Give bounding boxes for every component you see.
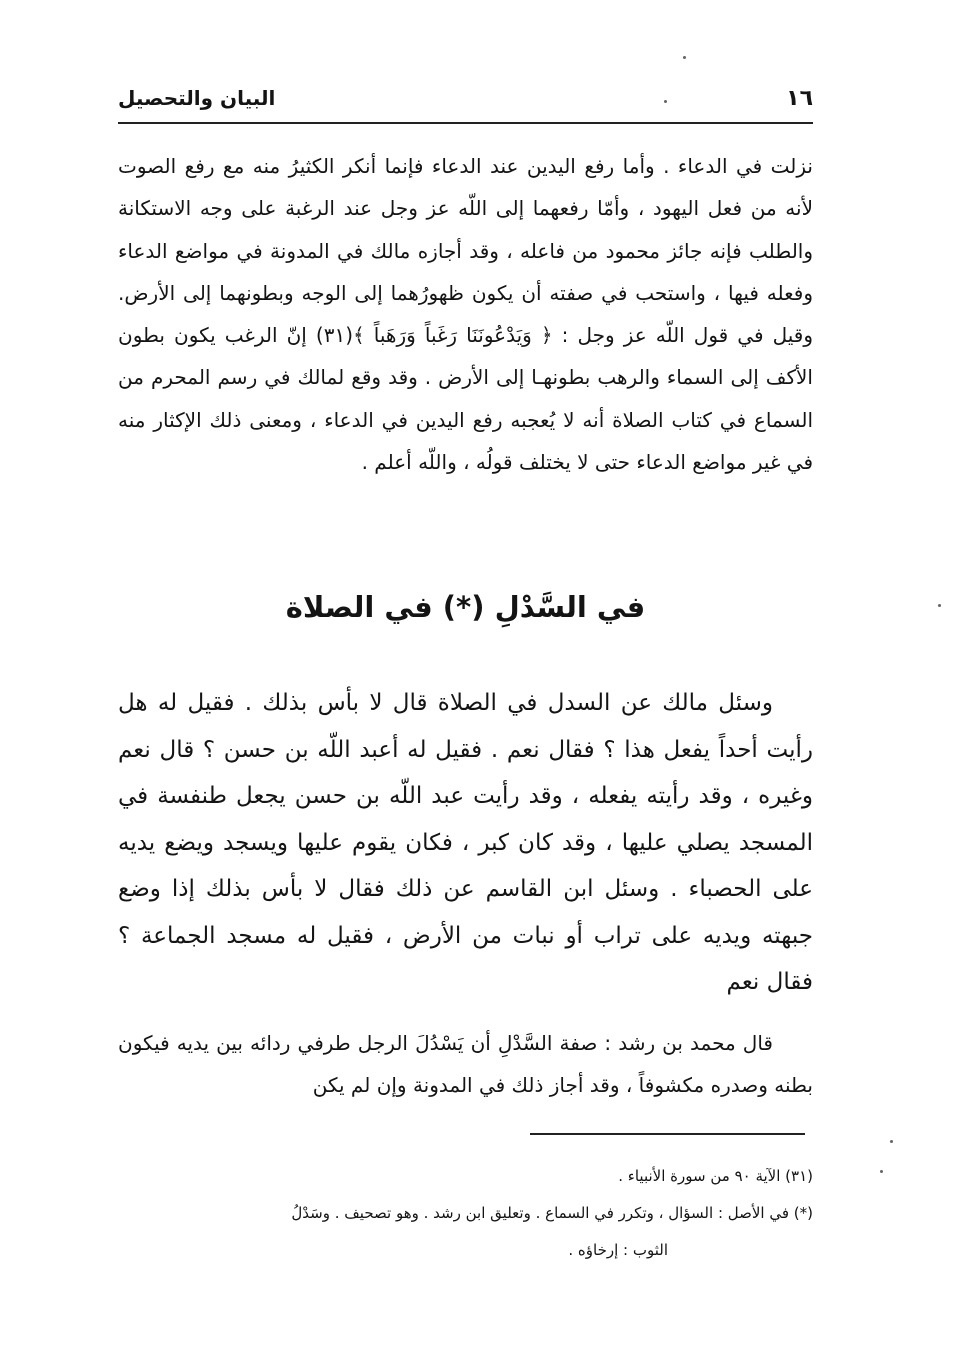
body-paragraph-1: نزلت في الدعاء . وأما رفع اليدين عند الدعاء فإنما أنكر الكثيرُ منه مع رفع الصوت لأنه من فعل اليهود ، وأمّا رفعهما إلى اللّه عز وجل عند الرغبة على وجه الاستكانة والطلب فإنه جائز محمود من فاعله ، وقد أجازه مالك في المدونة في مواضع الدعاء وفعله فيها ، واستحب في صفته أن يكون ظهورُهما إلى الوجه وبطونهما إلى الأرض. وقيل في قول اللّه عز وجل : ﴿ وَيَدْعُونَنَا رَغَباً وَرَهَباً ﴾(٣١) إنّ الرغب يكون بطون الأكف إلى السماء والرهب بطونهـا إلى الأرض . وقد وقع لمالك في رسم المحرم من السماع في كتاب الصلاة أنه لا يُعجبه رفع اليدين في الدعاء ، ومعنى ذلك الإكثار منه في غير مواضع الدعاء حتى لا يختلف قولُه ، واللّه أعلم . (118, 154, 813, 475)
page-number: ١٦ (786, 86, 813, 111)
running-title: البيان والتحصيل (118, 86, 276, 110)
footnote-star: (*) في الأصل : السؤال ، وتكرر في السماع . وتعليق ابن رشد . وهو تصحيف . وسَدْلُ (291, 1204, 813, 1222)
footnote-star-continuation: الثوب : إرخاؤه . (568, 1241, 668, 1259)
scan-speck (880, 1170, 883, 1173)
footnote-divider (530, 1133, 805, 1135)
scan-speck (683, 56, 686, 59)
scan-speck (938, 604, 941, 607)
page-header (118, 86, 813, 124)
scan-speck (664, 100, 667, 103)
body-paragraph-2: وسئل مالك عن السدل في الصلاة قال لا بأس بذلك . فقيل له هل رأيت أحداً يفعل هذا ؟ فقال نعم . فقيل له أعبد اللّه بن حسن ؟ قال نعم وغيره ، وقد رأيته يفعله ، وقد رأيت عبد اللّه بن حسن يجعل طنفسة في المسجد يصلي عليها ، وقد كان كبر ، فكان يقوم عليها ويسجد ويضع يديه على الحصباء . وسئل ابن القاسم عن ذلك فقال لا بأس بذلك إذا وضع جبهته ويديه على تراب أو نبات من الأرض ، فقيل له مسجد الجماعة ؟ فقال نعم (118, 690, 813, 995)
section-heading: في السَّدْلِ (*) في الصلاة (285, 590, 646, 624)
scan-speck (890, 1140, 893, 1143)
footnote-31: (٣١) الآية ٩٠ من سورة الأنبياء . (618, 1167, 813, 1185)
footnotes (118, 1158, 813, 1269)
body-paragraph-3: قال محمد بن رشد : صفة السَّدْلِ أن يَسْدُلَ الرجل طرفي ردائه بين يديه فيكون بطنه وصدره مكشوفاً ، وقد أجاز ذلك في المدونة وإن لم يكن (118, 1031, 813, 1097)
